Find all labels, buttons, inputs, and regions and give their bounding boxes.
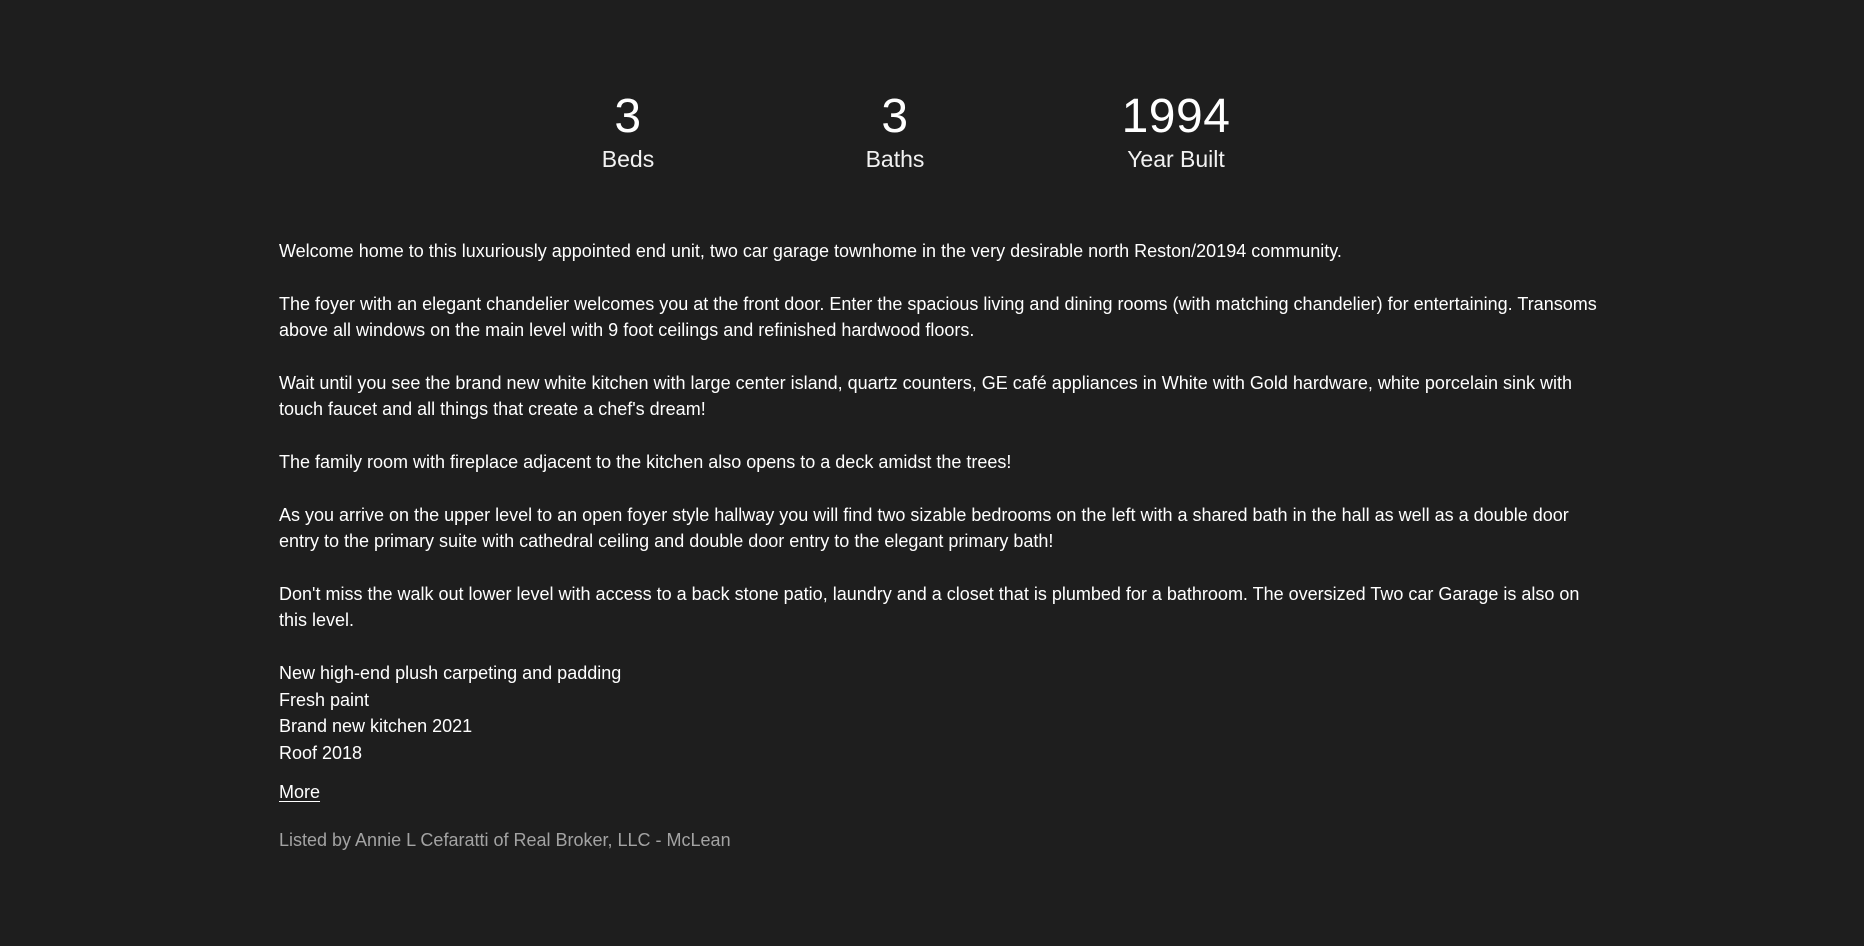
stat-baths xyxy=(866,88,925,172)
property-description xyxy=(279,238,1599,853)
description-paragraph: The family room with fireplace adjacent to the kitchen also opens to a deck amidst the trees! xyxy=(279,452,1012,472)
beds-value: 3 xyxy=(614,90,642,143)
baths-value: 3 xyxy=(881,90,909,143)
stat-year-built xyxy=(1122,88,1231,172)
property-stats xyxy=(0,88,1864,188)
description-paragraph: Wait until you see the brand new white kitchen with large center island, quartz counters, GE café appliances in White with Gold hardware, white porcelain sink with touch faucet and all things that create a chef's dream! xyxy=(279,373,1572,419)
feature-item: Brand new kitchen 2021 xyxy=(279,716,473,736)
description-paragraph: As you arrive on the upper level to an open foyer style hallway you will find two sizable bedrooms on the left with a shared bath in the hall as well as a double door entry to the primary suite with cathedral ceiling and double door entry to the elegant primary bath! xyxy=(279,505,1569,551)
year-built-value: 1994 xyxy=(1121,90,1231,143)
description-paragraph: Welcome home to this luxuriously appointed end unit, two car garage townhome in the very desirable north Reston/20194 community. xyxy=(279,241,1342,261)
beds-label: Beds xyxy=(601,146,655,172)
feature-item: New high-end plush carpeting and padding xyxy=(279,663,622,683)
year-built-label: Year Built xyxy=(1127,146,1225,172)
feature-item: Fresh paint xyxy=(279,689,370,710)
listed-by-text: Listed by Annie L Cefaratti of Real Broker, LLC - McLean xyxy=(279,830,731,850)
feature-list xyxy=(279,660,1599,766)
stat-beds xyxy=(602,88,654,172)
more-link[interactable]: More xyxy=(279,782,321,802)
description-paragraph: Don't miss the walk out lower level with access to a back stone patio, laundry and a closet that is plumbed for a bathroom. The oversized Two car Garage is also on this level. xyxy=(279,584,1580,630)
feature-item: Roof 2018 xyxy=(279,742,363,763)
description-paragraph: The foyer with an elegant chandelier welcomes you at the front door. Enter the spacious living and dining rooms (with matching chandelier) for entertaining. Transoms above all windows on the main level with 9 foot ceilings and refinished hardwood floors. xyxy=(279,294,1597,340)
baths-label: Baths xyxy=(865,146,925,172)
